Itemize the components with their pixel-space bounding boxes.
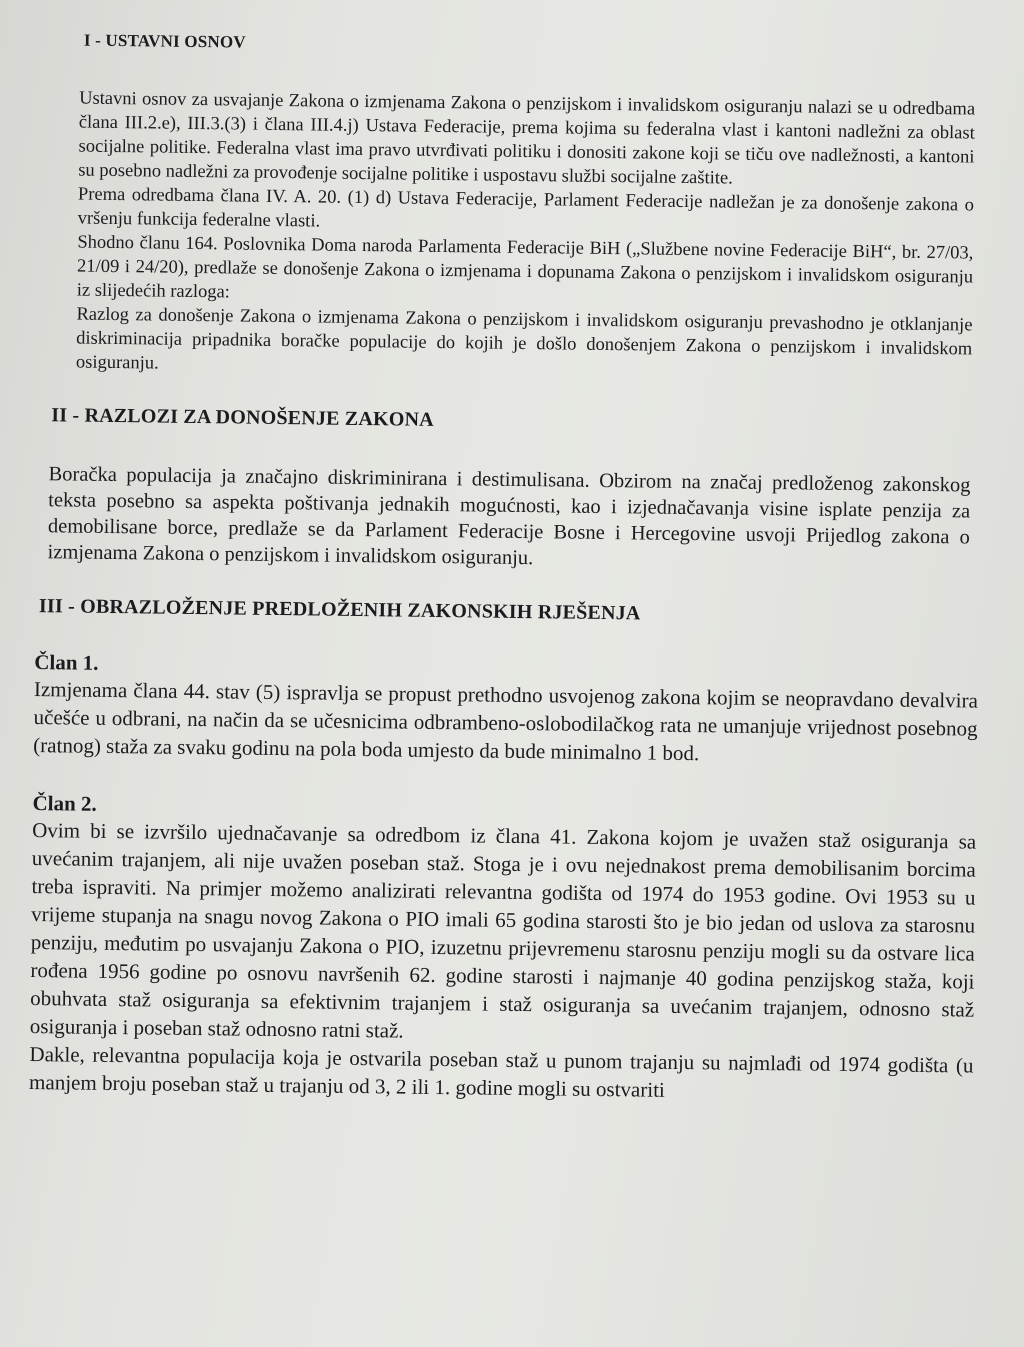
paragraph: Prema odredbama člana IV. A. 20. (1) d) Ustava Federacije, Parlament Federacije nadležan je za donošenje zakona o vršenju funkcija federalne vlasti. xyxy=(77,184,975,232)
article-2-title: Član 2. xyxy=(32,791,97,816)
paragraph: Ovim bi se izvršilo ujednačavanje sa odredbom iz člana 41. Zakona kojom je uvažen staž osiguranja sa uvećanim trajanjem, ali nije uvažen poseban staž. Stoga je i ovu nejednakost prema demobilisanim borcima treba ispraviti. Na primjer možemo analizirati relevantna godišta od 1974 do 1953 godine. Ovi 1953 su u vrijeme stupanja na snagu novog Zakona o PIO imali 65 godina starosti što je bio jedan od uslova za starosnu penziju, međutim po usvajanju Zakona o PIO, izuzetnu prijevremenu starosnu penziju mogli su da ostvare lica rođena 1956 godine po osnovu navršenih 62. godine starosti i najmanje 40 godina penzijskog staža, koji obuhvata staž osiguranja sa efektivnim trajanjem i staž osiguranja sa uvećanim trajanjem, odnosno staž osiguranja i poseban staž odnosno ratni staž. xyxy=(29,818,977,1043)
section-heading-ustavni-osnov: I - USTAVNI OSNOV xyxy=(83,30,246,52)
section-ustavni-osnov-text xyxy=(76,87,975,386)
paragraph: Boračka populacija ja značajno diskriminirana i destimulisana. Obzirom na značaj predloženog zakonskog teksta posebno sa aspekta poštivanja jednakih mogućnosti, kao i izjednačavanja visine isplate penzija za demobilisane borce, predlaže se da Parlament Federacije Bosne i Hercegovine usvoji Prijedlog zakona o izmjenama Zakona o penzijskom i invalidskom osiguranju. xyxy=(47,463,971,570)
paragraph: Ustavni osnov za usvajanje Zakona o izmjenama Zakona o penzijskom i invalidskom osiguranju nalazi se u odredbama člana III.2.e), III.3.(3) i člana III.4.j) Ustava Federacije, prema kojima su federalna vlast i kantoni nadležni za oblast socijalne politike. Federalna vlast ima pravo utvrđivati politiku i donositi zakone koji se tiču ove nadležnosti, a kantoni su posebno nadležni za provođenje socijalne politike i uspostavu službi socijalne zaštite. xyxy=(78,88,976,189)
paragraph: Izmjenama člana 44. stav (5) ispravlja se propust prethodno usvojenog zakona kojim se neopravdano devalvira učešće u odbrani, na način da se učesnicima odbrambeno-oslobodilačkog rata ne umanjuje vrijednost posebnog (ratnog) staža za svaku godinu na pola boda umjesto da bude minimalno 1 bod. xyxy=(33,677,979,766)
section-heading-obrazlozenje: III - OBRAZLOŽENJE PREDLOŽENIH ZAKONSKIH RJEŠENJA xyxy=(38,595,641,625)
paragraph: Shodno članu 164. Poslovnika Doma naroda Parlamenta Federacije BiH („Službene novine Federacije BiH“, br. 27/03, 21/09 i 24/20), predlaže se donošenje Zakona o izmjenama i dopunama Zakona o penzijskom i invalidskom osiguranju iz slijedećih razloga: xyxy=(76,232,974,303)
article-1-title: Član 1. xyxy=(34,650,99,675)
article-1-text xyxy=(33,675,978,771)
document-body xyxy=(21,30,986,1108)
article-2-text xyxy=(29,816,976,1108)
section-heading-razlozi: II - RAZLOZI ZA DONOŠENJE ZAKONA xyxy=(51,404,434,431)
paragraph: Dakle, relevantna populacija koja je ostvarila poseban staž u punom trajanju su najmlađi od 1974 godišta (u manjem broju poseban staž u trajanju od 3, 2 ili 1. godine mogli su ostvariti xyxy=(29,1042,974,1102)
paragraph: Razlog za donošenje Zakona o izmjenama Zakona o penzijskom i invalidskom osiguranju prevashodno je otklanjanje diskriminacija pripadnika boračke populacije do kojih je došlo donošenjem Zakona o penzijskom i invalidskom osiguranju. xyxy=(75,304,973,374)
section-razlozi-text xyxy=(47,461,970,576)
